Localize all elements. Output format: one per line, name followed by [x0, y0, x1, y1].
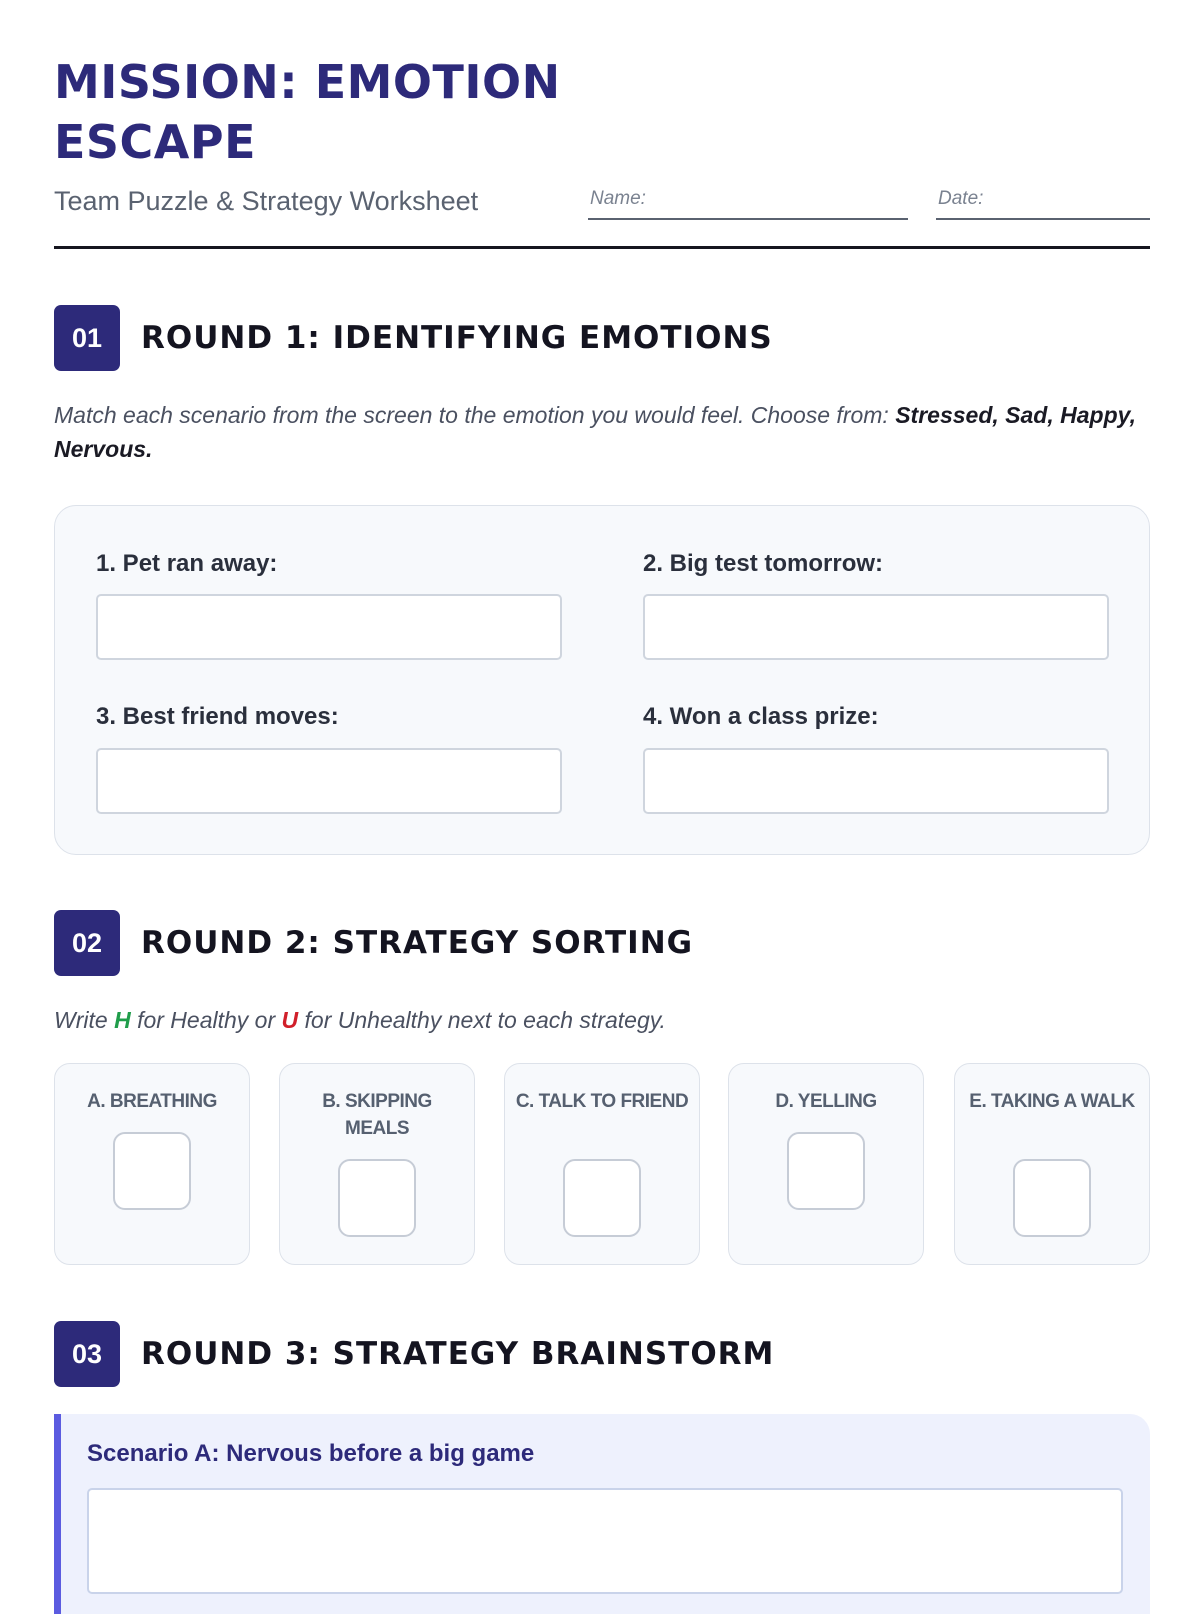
answer-input-4[interactable] — [643, 748, 1109, 814]
strategy-answer-box[interactable] — [787, 1132, 865, 1210]
strategy-label: A. BREATHING — [87, 1091, 217, 1112]
name-label: Name: — [590, 188, 646, 209]
round1-title: ROUND 1: IDENTIFYING EMOTIONS — [141, 320, 773, 356]
strategy-answer-box[interactable] — [563, 1159, 641, 1237]
scenario-a-panel — [54, 1414, 1150, 1614]
healthy-letter: H — [114, 1007, 131, 1033]
question-label: 3. Best friend moves: — [96, 703, 339, 730]
header-divider — [54, 246, 1150, 249]
strategy-label: E. TAKING A WALK — [969, 1091, 1135, 1112]
round2-number-badge: 02 — [54, 910, 120, 976]
round1-number-badge: 01 — [54, 305, 120, 371]
round1-panel — [54, 505, 1150, 855]
round1-instruction — [54, 398, 1154, 466]
strategy-label: B. SKIPPING MEALS — [322, 1091, 432, 1139]
instruction-prefix: Write — [54, 1007, 108, 1033]
date-label: Date: — [938, 188, 984, 209]
strategy-card — [279, 1063, 475, 1265]
strategy-label: C. TALK TO FRIEND — [515, 1091, 689, 1112]
worksheet-subtitle: Team Puzzle & Strategy Worksheet — [54, 186, 479, 216]
round3-number-badge: 03 — [54, 1321, 120, 1387]
strategy-card — [954, 1063, 1150, 1265]
strategy-answer-box[interactable] — [113, 1132, 191, 1210]
question-label: 4. Won a class prize: — [643, 703, 879, 730]
instruction-mid: for Healthy or — [137, 1007, 276, 1033]
unhealthy-letter: U — [281, 1007, 299, 1033]
answer-input-1[interactable] — [96, 594, 562, 660]
round3-title: ROUND 3: STRATEGY BRAINSTORM — [141, 1336, 775, 1372]
round2-instruction — [54, 1003, 1154, 1037]
question-label: 2. Big test tomorrow: — [643, 550, 884, 577]
strategy-label: D. YELLING — [775, 1091, 877, 1112]
strategy-answer-box[interactable] — [338, 1159, 416, 1237]
scenario-a-answer-box[interactable] — [87, 1488, 1123, 1594]
instruction-suffix: for Unhealthy next to each strategy. — [304, 1007, 666, 1033]
date-field[interactable] — [936, 186, 1150, 220]
question-label: 1. Pet ran away: — [96, 550, 278, 577]
strategy-card — [728, 1063, 924, 1265]
round2-title: ROUND 2: STRATEGY SORTING — [141, 925, 694, 961]
answer-input-2[interactable] — [643, 594, 1109, 660]
scenario-a-title: Scenario A: Nervous before a big game — [87, 1440, 535, 1467]
strategy-answer-box[interactable] — [1013, 1159, 1091, 1237]
worksheet-title: MISSION: EMOTION ESCAPE — [54, 55, 561, 169]
strategy-card — [504, 1063, 700, 1265]
round1-instruction-text: Match each scenario from the screen to the emotion you would feel. Choose from: — [54, 402, 889, 428]
round1-choices: Stressed, Sad, Happy, Nervous. — [54, 402, 1136, 462]
answer-input-3[interactable] — [96, 748, 562, 814]
strategy-card — [54, 1063, 250, 1265]
name-field[interactable] — [588, 186, 908, 220]
